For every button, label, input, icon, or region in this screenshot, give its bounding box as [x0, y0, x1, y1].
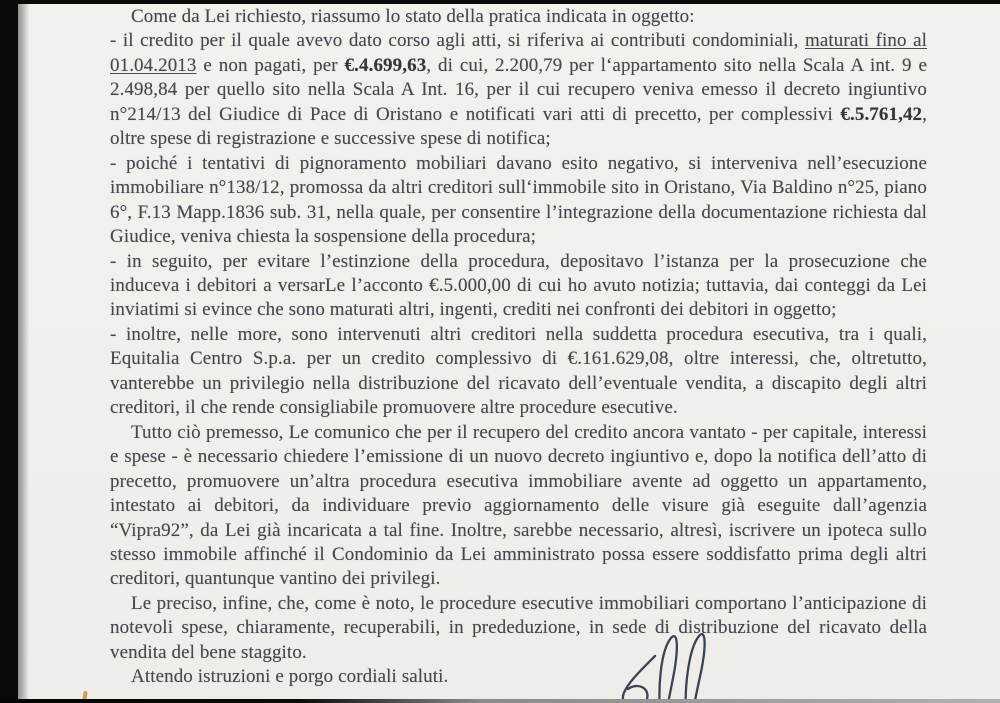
signature-scribble [597, 628, 737, 703]
text-segment: - poiché i tentativi di pignoramento mobiliari davano esito negativo, si interveniva nell’esecuzione immobiliare n°138/12, promossa da altri creditori sull‘immobile sito in Oristano, Via Baldino n°25, piano 6°, F.13 Mapp.1836 sub. 31, nella quale, per consentire l’integrazione della documentazione richiesta dal Giudice, veniva chiesta la sospensione della procedura; [110, 152, 927, 248]
amount-bold: €.5.761,42 [840, 103, 923, 125]
text-segment: Tutto ciò premesso, Le comunico che per il recupero del credito ancora vantato - per capitale, interessi e spese - è necessario chiedere l’emissione di un nuovo decreto ingiuntivo e, dopo la notifica dell’atto di precetto, promuovere un’altra procedura esecutiva immobiliare avente ad oggetto un appartamento, intestato ai debitori, da individuare previo aggiornamento delle visure già eseguite dall’agenzia “Vipra92”, da Lei già incaricata a tal fine. Inoltre, sarebbe necessario, altresì, iscrivere un ipoteca sullo stesso immobile affinché il Condominio da Lei amministrato possa essere soddisfatto prima degli altri creditori, quantunque vantino dei privilegi. [110, 421, 927, 590]
text-segment: Le preciso, infine, che, come è noto, le procedure esecutive immobiliari comportano l’anticipazione di notevoli spese, chiaramente, recuperabili, in prededuzione, in sede di distribuzione del ricavato della vendita del bene staggito. [110, 592, 927, 663]
paragraph [110, 152, 927, 250]
text-segment: Attendo istruzioni e porgo cordiali saluti. [131, 666, 449, 688]
text-segment: - in seguito, per evitare l’estinzione della procedura, depositavo l’istanza per la prosecuzione che induceva i debitori a versarLe l’acconto €.5.000,00 di cui ho avuto notizia; tuttavia, dai conteggi da Lei inviatimi si evince che sono maturati altri, ingenti, crediti nei confronti dei debitori in oggetto; [110, 250, 927, 321]
scan-edge-top [0, 0, 1000, 4]
signature-loop-round [623, 656, 655, 703]
paragraph [110, 5, 927, 29]
paragraph [110, 665, 927, 689]
letter-body [110, 5, 927, 690]
paragraph [110, 250, 927, 323]
page-edge-shadow [18, 0, 29, 703]
paragraph [110, 29, 927, 151]
paragraph [110, 323, 927, 421]
scan-edge-left [0, 0, 18, 703]
signature-loop-tall-2 [686, 634, 705, 703]
text-segment: , di cui, 2.200,79 per l‘appartamento sito nella Scala A int. 9 e 2.498,84 per quello sito nella Scala A Int. 16, per il cui recupero veniva emesso il decreto ingiuntivo n°214/13 del Giudice di Pace di Oristano e notificati vari atti di precetto, per complessivi [110, 54, 927, 125]
signature-loop-tall-1 [659, 636, 676, 703]
text-segment: Come da Lei richiesto, riassumo lo stato della pratica indicata in oggetto: [131, 6, 695, 27]
text-segment: - il credito per il quale avevo dato corso agli atti, si riferiva ai contributi condominiali, [110, 30, 805, 52]
text-segment: e non pagati, per [196, 54, 345, 76]
underlined-text: maturati fino al 01.04.2013 [110, 30, 927, 76]
text-segment: , oltre spese di registrazione e successive spese di notifica; [110, 103, 927, 150]
amount-bold: €.4.699,63 [344, 54, 427, 76]
scan-edge-bottom [0, 699, 1000, 703]
paragraph [110, 592, 927, 665]
text-segment: - inoltre, nelle more, sono intervenuti altri creditori nella suddetta procedura esecutiva, tra i quali, Equitalia Centro S.p.a. per un credito complessivo di €.161.629,08, oltre interessi, che, oltretutto, vanterebbe un privilegio nella distribuzione del ricavato dell’eventuale vendita, a discapito degli altri creditori, il che rende consigliabile promuovere altre procedure esecutive. [110, 323, 927, 419]
paragraph [110, 421, 927, 592]
